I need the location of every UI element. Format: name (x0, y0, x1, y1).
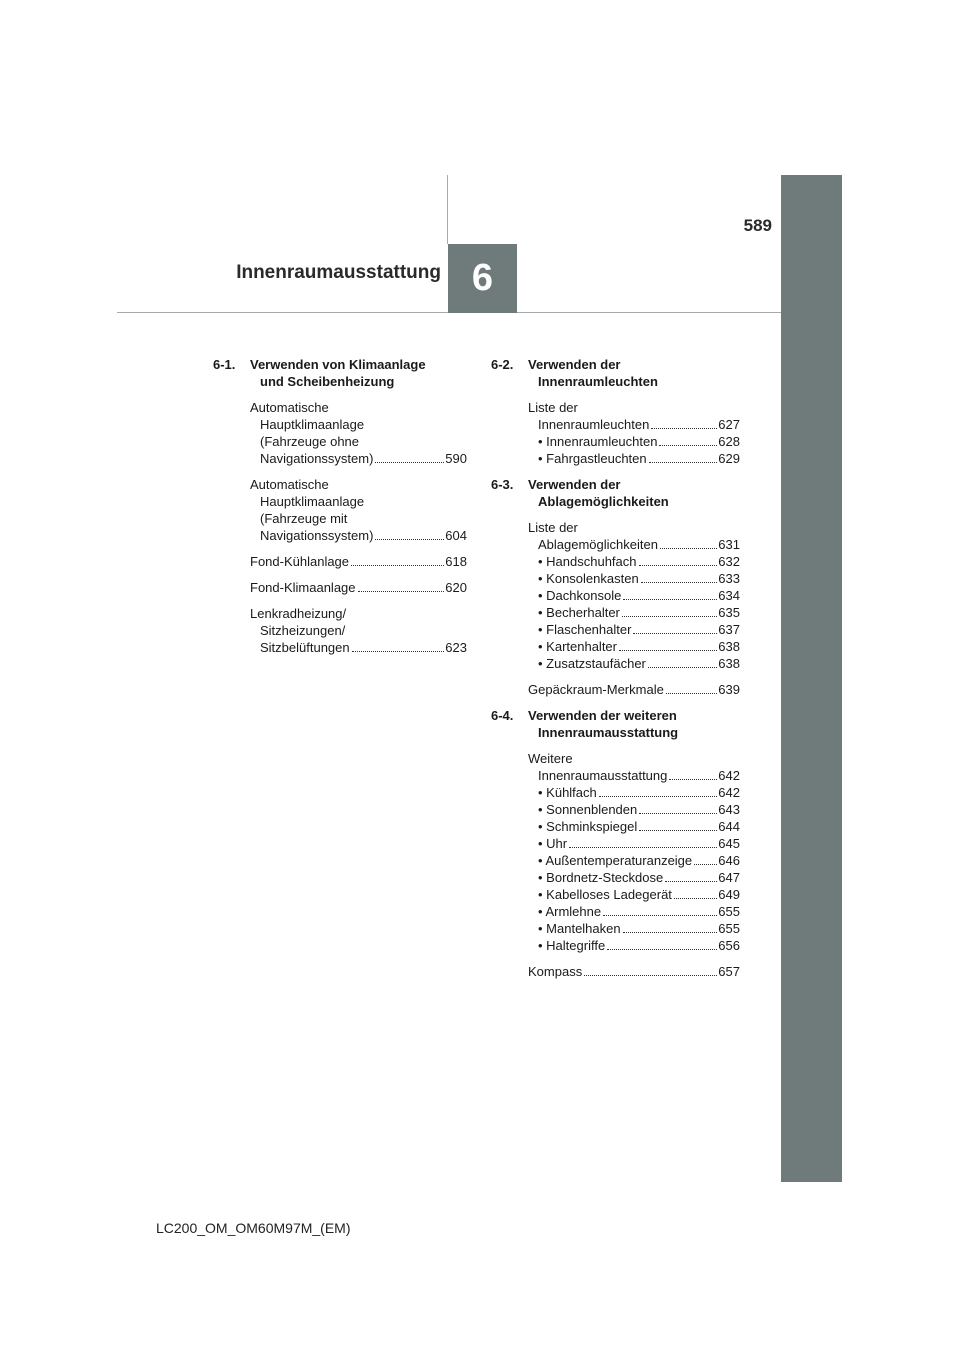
toc-section-6-3 (491, 476, 740, 698)
section-title-line: Verwenden der (528, 357, 621, 372)
entry-page-number: 647 (718, 870, 740, 885)
entry-text: Ablagemöglichkeiten (538, 537, 658, 552)
section-title-line: Innenraumleuchten (538, 374, 658, 389)
dot-leader (639, 830, 717, 831)
entry-page-number: 649 (718, 887, 740, 902)
section-title[interactable] (528, 356, 740, 390)
subentry-text: • Außentemperaturanzeige (538, 853, 693, 868)
entry-page-number: 642 (718, 768, 740, 783)
dot-leader (607, 949, 717, 950)
entry-page-number: 618 (445, 554, 467, 569)
subentry-text: • Fahrgastleuchten (538, 451, 647, 466)
dot-leader (584, 975, 717, 976)
section-title[interactable] (528, 707, 740, 741)
entry-text: Innenraumausstattung (538, 768, 668, 783)
dot-leader (375, 462, 444, 463)
toc-subentry[interactable] (528, 553, 740, 570)
subentry-text: • Konsolenkasten (538, 571, 639, 586)
toc-entry[interactable] (528, 963, 740, 980)
entry-text: (Fahrzeuge ohne (260, 434, 360, 449)
entry-text: Weitere (528, 751, 573, 766)
entry-text: Liste der (528, 520, 578, 535)
section-title-line: und Scheibenheizung (260, 374, 395, 389)
section-title-line: Innenraumausstattung (538, 725, 679, 740)
toc-subentry[interactable] (528, 621, 740, 638)
entry-page-number: 604 (445, 528, 467, 543)
toc-subentry[interactable] (528, 587, 740, 604)
dot-leader (659, 445, 717, 446)
section-number: 6-3. (491, 477, 514, 492)
entry-page-number: 657 (718, 964, 740, 979)
subentry-text: • Haltegriffe (538, 938, 606, 953)
section-heading (213, 356, 467, 390)
section-heading (491, 356, 740, 390)
subentry-text: • Armlehne (538, 904, 602, 919)
entry-page-number: 644 (718, 819, 740, 834)
entry-page-number: 620 (445, 580, 467, 595)
entry-page-number: 635 (718, 605, 740, 620)
subentry-text: • Schminkspiegel (538, 819, 638, 834)
entry-text: Automatische (250, 477, 329, 492)
entry-text: Gepäckraum-Merkmale (528, 682, 664, 697)
section-number: 6-2. (491, 357, 514, 372)
toc-entry[interactable] (528, 399, 740, 467)
dot-leader (666, 693, 717, 694)
toc-entry[interactable] (528, 519, 740, 672)
entry-text: Sitzheizungen/ (260, 623, 346, 638)
toc-subentry[interactable] (528, 903, 740, 920)
dot-leader (622, 616, 717, 617)
toc-subentry[interactable] (528, 886, 740, 903)
entry-page-number: 643 (718, 802, 740, 817)
section-heading (491, 476, 740, 510)
section-heading (491, 707, 740, 741)
section-title-line: Verwenden der weiteren (528, 708, 677, 723)
entry-text: Navigationssystem) (260, 451, 374, 466)
toc-entry[interactable] (250, 579, 467, 596)
subentry-text: • Flaschenhalter (538, 622, 632, 637)
dot-leader (623, 599, 717, 600)
toc-subentry[interactable] (528, 835, 740, 852)
entry-text: Hauptklimaanlage (260, 494, 365, 509)
entry-text: Sitzbelüftungen (260, 640, 350, 655)
subentry-text: • Zusatzstaufächer (538, 656, 646, 671)
subentry-text: • Bordnetz-Steckdose (538, 870, 664, 885)
subentry-text: • Handschuhfach (538, 554, 637, 569)
entry-page-number: 632 (718, 554, 740, 569)
toc-subentry[interactable] (528, 852, 740, 869)
toc-column-left (213, 356, 467, 665)
toc-subentry[interactable] (528, 655, 740, 672)
entry-page-number: 645 (718, 836, 740, 851)
section-number: 6-1. (213, 357, 236, 372)
entry-page-number: 639 (718, 682, 740, 697)
subentry-text: • Dachkonsole (538, 588, 622, 603)
entry-page-number: 655 (718, 921, 740, 936)
dot-leader (651, 428, 717, 429)
dot-leader (649, 462, 718, 463)
toc-subentry[interactable] (528, 450, 740, 467)
entry-page-number: 628 (718, 434, 740, 449)
dot-leader (619, 650, 717, 651)
toc-entry[interactable] (528, 750, 740, 954)
entry-page-number: 633 (718, 571, 740, 586)
dot-leader (569, 847, 717, 848)
section-title[interactable] (250, 356, 467, 390)
dot-leader (599, 796, 718, 797)
entry-page-number: 656 (718, 938, 740, 953)
entry-text: Fond-Klimaanlage (250, 580, 356, 595)
dot-leader (639, 813, 717, 814)
entry-page-number: 637 (718, 622, 740, 637)
toc-entry[interactable] (250, 553, 467, 570)
dot-leader (694, 864, 717, 865)
toc-entry[interactable] (250, 399, 467, 467)
entry-text: (Fahrzeuge mit (260, 511, 348, 526)
section-title-line: Verwenden von Klimaanlage (250, 357, 426, 372)
toc-subentry[interactable] (528, 937, 740, 954)
entry-page-number: 629 (718, 451, 740, 466)
toc-section-6-2 (491, 356, 740, 467)
document-code: LC200_OM_OM60M97M_(EM) (156, 1220, 351, 1236)
subentry-text: • Uhr (538, 836, 568, 851)
entry-page-number: 627 (718, 417, 740, 432)
toc-subentry[interactable] (528, 433, 740, 450)
toc-section-6-1 (213, 356, 467, 656)
toc-column-right (491, 356, 740, 989)
section-title-line: Ablagemöglichkeiten (538, 494, 669, 509)
entry-text: Navigationssystem) (260, 528, 374, 543)
dot-leader (641, 582, 718, 583)
entry-text: Liste der (528, 400, 578, 415)
entry-page-number: 642 (718, 785, 740, 800)
entry-page-number: 638 (718, 656, 740, 671)
entry-text: Innenraumleuchten (538, 417, 650, 432)
entry-text: Fond-Kühlanlage (250, 554, 350, 569)
toc-subentry[interactable] (528, 784, 740, 801)
toc-subentry[interactable] (528, 920, 740, 937)
entry-page-number: 634 (718, 588, 740, 603)
entry-text: Automatische (250, 400, 329, 415)
section-title[interactable] (528, 476, 740, 510)
entry-text: Lenkradheizung/ (250, 606, 347, 621)
toc-subentry[interactable] (528, 604, 740, 621)
dot-leader (639, 565, 718, 566)
dot-leader (633, 633, 717, 634)
entry-page-number: 590 (445, 451, 467, 466)
chapter-title: Innenraumausstattung (236, 262, 441, 283)
entry-page-number: 638 (718, 639, 740, 654)
entry-page-number: 623 (445, 640, 467, 655)
subentry-text: • Sonnenblenden (538, 802, 638, 817)
entry-page-number: 631 (718, 537, 740, 552)
dot-leader (665, 881, 717, 882)
dot-leader (648, 667, 717, 668)
entry-text: Hauptklimaanlage (260, 417, 365, 432)
subentry-text: • Innenraumleuchten (538, 434, 658, 449)
toc-subentry[interactable] (528, 801, 740, 818)
toc-subentry[interactable] (528, 869, 740, 886)
subentry-text: • Becherhalter (538, 605, 620, 620)
dot-leader (623, 932, 718, 933)
dot-leader (375, 539, 444, 540)
toc-subentry[interactable] (528, 570, 740, 587)
subentry-text: • Kabelloses Ladegerät (538, 887, 672, 902)
dot-leader (660, 548, 717, 549)
section-title-line: Verwenden der (528, 477, 621, 492)
subentry-text: • Mantelhaken (538, 921, 621, 936)
toc-section-6-4 (491, 707, 740, 980)
page-number: 589 (743, 216, 772, 235)
chapter-side-tab (781, 175, 842, 1182)
toc-entry[interactable] (250, 476, 467, 544)
chapter-number-box: 6 (448, 244, 517, 313)
subentry-text: • Kühlfach (538, 785, 597, 800)
dot-leader (358, 591, 445, 592)
entry-page-number: 646 (718, 853, 740, 868)
entry-page-number: 655 (718, 904, 740, 919)
toc-entry[interactable] (528, 681, 740, 698)
dot-leader (669, 779, 717, 780)
section-number: 6-4. (491, 708, 514, 723)
dot-leader (352, 651, 445, 652)
toc-entry[interactable] (250, 605, 467, 656)
toc-subentry[interactable] (528, 638, 740, 655)
dot-leader (351, 565, 444, 566)
entry-text: Kompass (528, 964, 583, 979)
dot-leader (603, 915, 717, 916)
toc-subentry[interactable] (528, 818, 740, 835)
dot-leader (674, 898, 717, 899)
header-vertical-rule (447, 175, 448, 244)
subentry-text: • Kartenhalter (538, 639, 617, 654)
